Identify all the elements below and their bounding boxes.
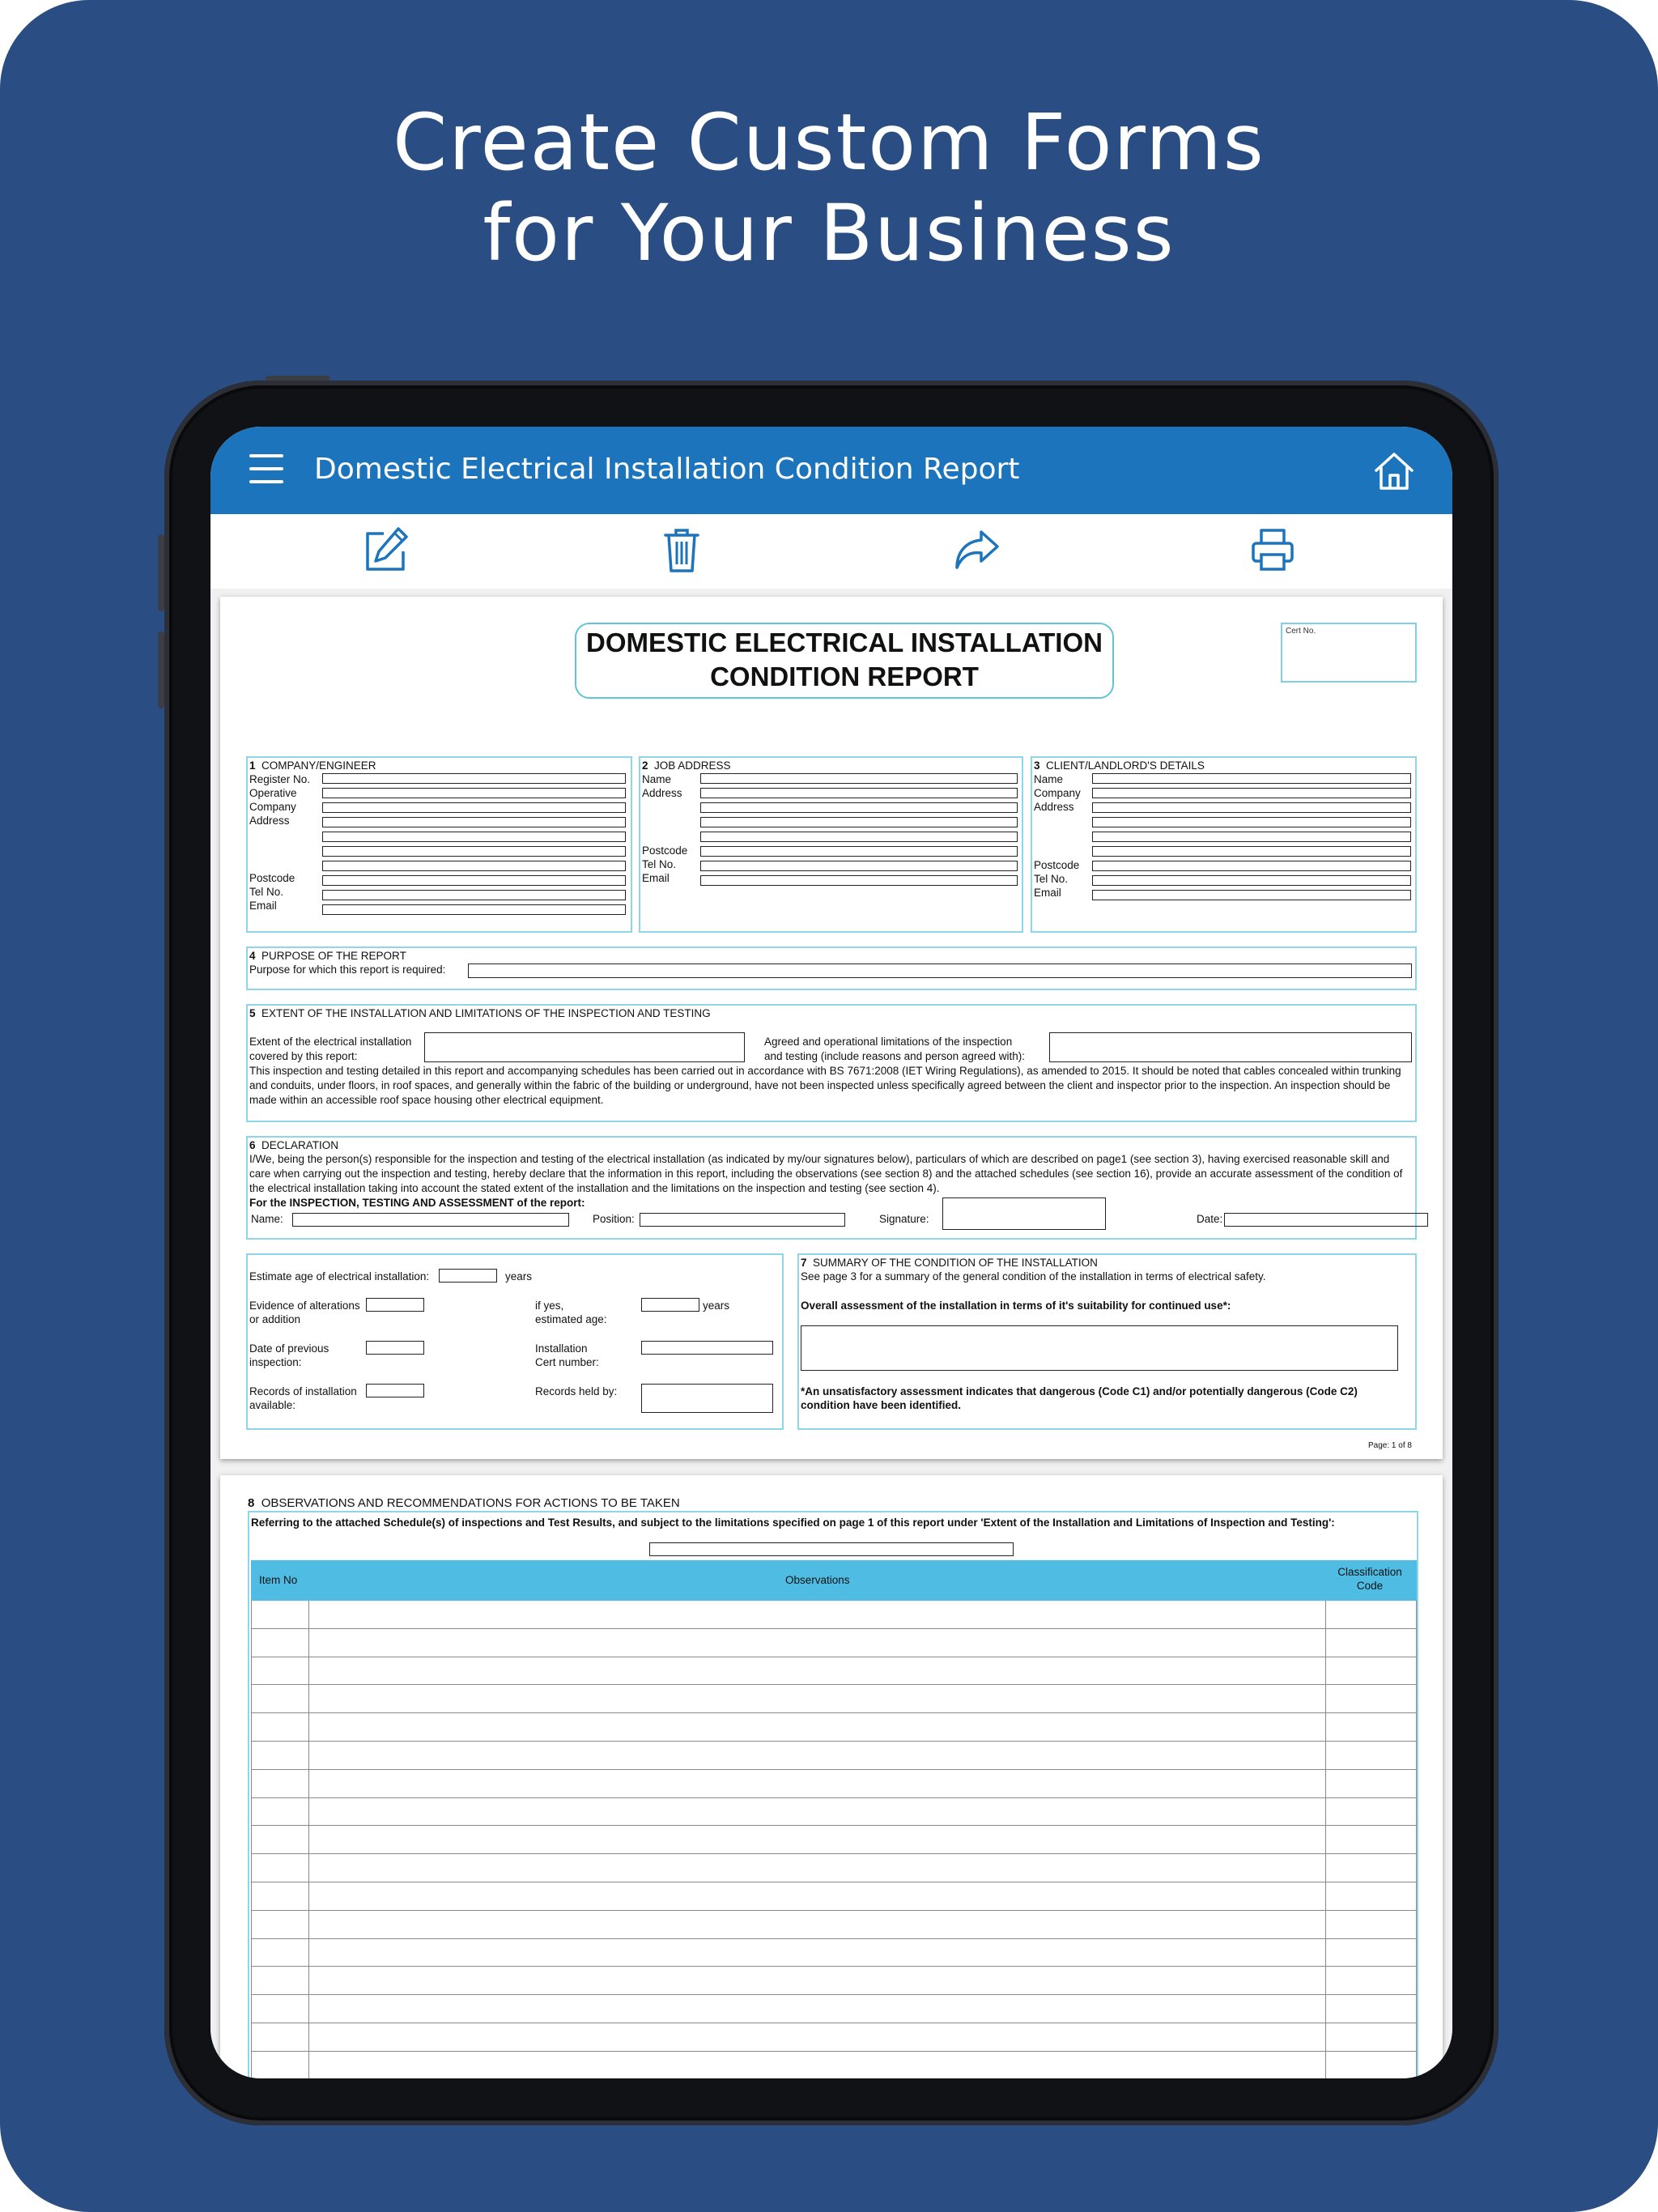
headline-line-1: Create Custom Forms: [393, 97, 1265, 188]
page-number: Page: 1 of 8: [1368, 1441, 1412, 1450]
signature-field[interactable]: [942, 1197, 1106, 1230]
document-viewer[interactable]: [210, 589, 1452, 2078]
app-bar: [210, 427, 1452, 514]
table-row[interactable]: [251, 1882, 1417, 1911]
item-no-cell[interactable]: [251, 1798, 309, 1826]
table-row[interactable]: [251, 1826, 1417, 1854]
job-email-field[interactable]: [700, 875, 1018, 886]
classification-code-cell[interactable]: [1325, 1911, 1417, 1938]
section-extent: 5 EXTENT OF THE INSTALLATION AND LIMITATIONS OF THE INSPECTION AND TESTING Extent of the electrical installation covered by this report: Agreed and operational limitations of the inspection and testing (include reasons and person agreed with): This inspection and testing detailed in this report and accompanying schedules has been carried out in accordance with BS 7671:2008 (IET Wiring Regulations), as amended to 2015. It should be noted that cables concealed within trunking and conduits, under floors, in roof spaces, and generally within the fabric of the building or underground, have not been inspected unless specifically agreed between the client and inspector prior to the inspection. An inspection should be made within an accessible roof space housing other electrical equipment.: [246, 1004, 1417, 1122]
job-name-field[interactable]: [700, 773, 1018, 784]
job-tel-field[interactable]: [700, 861, 1018, 871]
estimated-age-field[interactable]: [439, 1269, 497, 1283]
item-no-cell[interactable]: [251, 1911, 309, 1938]
section-purpose: 4 PURPOSE OF THE REPORT Purpose for which this report is required:: [246, 946, 1417, 990]
trash-icon[interactable]: [656, 524, 708, 576]
client-address-field[interactable]: [1092, 846, 1411, 857]
item-no-cell[interactable]: [251, 1713, 309, 1741]
classification-code-cell[interactable]: [1325, 1995, 1417, 2023]
item-no-cell[interactable]: [251, 1742, 309, 1769]
declaration-date-field[interactable]: [1224, 1213, 1428, 1227]
classification-code-cell[interactable]: [1325, 2023, 1417, 2051]
previous-inspection-field[interactable]: [366, 1341, 424, 1355]
table-row[interactable]: [251, 1911, 1417, 1939]
email-field[interactable]: [322, 904, 626, 915]
classification-code-cell[interactable]: [1325, 1967, 1417, 1994]
client-company-field[interactable]: [1092, 788, 1411, 798]
item-no-cell[interactable]: [251, 1882, 309, 1910]
table-row[interactable]: [251, 1601, 1417, 1629]
records-available-field[interactable]: [366, 1384, 424, 1397]
address-field[interactable]: [322, 817, 626, 827]
form-page-1: [220, 597, 1443, 1459]
item-no-cell[interactable]: [251, 1629, 309, 1657]
table-row[interactable]: [251, 2052, 1417, 2078]
col-classification-code: Classification Code: [1337, 1566, 1402, 1592]
section-summary: 7 SUMMARY OF THE CONDITION OF THE INSTALLATION See page 3 for a summary of the general condition of the installation in terms of electrical safety. Overall assessment of the installation in terms of it's suitability for continued use*: *An unsatisfactory assessment indicates that dangerous (Code C1) and/or potentially dangerous (Code C2) condition have been identified.: [797, 1253, 1417, 1430]
item-no-cell[interactable]: [251, 1657, 309, 1685]
operative-field[interactable]: [322, 788, 626, 798]
table-row[interactable]: [251, 1770, 1417, 1798]
item-no-cell[interactable]: [251, 1854, 309, 1882]
section-client-details: 3 CLIENT/LANDLORD'S DETAILS Name Company Address Postcode Tel No. Email: [1031, 756, 1417, 933]
address-field[interactable]: [322, 861, 626, 871]
classification-code-cell[interactable]: [1325, 1770, 1417, 1797]
observations-table-header: [251, 1560, 1417, 1601]
client-name-field[interactable]: [1092, 773, 1411, 784]
classification-code-cell[interactable]: [1325, 1742, 1417, 1769]
classification-code-cell[interactable]: [1325, 1629, 1417, 1657]
records-held-field[interactable]: [641, 1384, 773, 1413]
client-address-field[interactable]: [1092, 832, 1411, 842]
job-address-field[interactable]: [700, 788, 1018, 798]
extent-field[interactable]: [424, 1032, 745, 1062]
client-address-field[interactable]: [1092, 802, 1411, 813]
classification-code-cell[interactable]: [1325, 1657, 1417, 1685]
volume-down-button: [158, 632, 164, 708]
table-row[interactable]: [251, 1854, 1417, 1882]
job-address-field[interactable]: [700, 832, 1018, 842]
table-row[interactable]: [251, 1798, 1417, 1827]
address-field[interactable]: [322, 846, 626, 857]
observations-table[interactable]: [251, 1601, 1417, 2078]
register-no-field[interactable]: [322, 773, 626, 784]
section-company-engineer: 1 COMPANY/ENGINEER Register No. Operative Company Address Postcode Tel No. Email: [246, 756, 632, 933]
company-field[interactable]: [322, 802, 626, 813]
col-observations: Observations: [785, 1574, 850, 1586]
item-no-cell[interactable]: [251, 1601, 309, 1628]
section-8-title: 8 OBSERVATIONS AND RECOMMENDATIONS FOR ACTIONS TO BE TAKEN: [248, 1496, 680, 1510]
alterations-age-field[interactable]: [641, 1298, 699, 1312]
table-row[interactable]: [251, 1742, 1417, 1770]
client-postcode-field[interactable]: [1092, 861, 1411, 871]
item-no-cell[interactable]: [251, 1995, 309, 2023]
share-icon[interactable]: [950, 524, 1002, 576]
classification-code-cell[interactable]: [1325, 1601, 1417, 1628]
alterations-field[interactable]: [366, 1298, 424, 1312]
edit-icon[interactable]: [359, 524, 411, 576]
declaration-name-field[interactable]: [292, 1213, 569, 1227]
app-title: Domestic Electrical Installation Condition Report: [314, 453, 1020, 486]
item-no-cell[interactable]: [251, 2023, 309, 2051]
client-address-field[interactable]: [1092, 817, 1411, 827]
item-no-cell[interactable]: [251, 2052, 309, 2078]
item-no-cell[interactable]: [251, 1967, 309, 1994]
headline-line-2: for Your Business: [483, 188, 1175, 279]
col-item-no: Item No: [259, 1574, 298, 1586]
classification-code-cell[interactable]: [1325, 1882, 1417, 1910]
limitations-field[interactable]: [1049, 1032, 1412, 1062]
table-row[interactable]: [251, 1939, 1417, 1967]
home-icon[interactable]: [1371, 448, 1417, 493]
cert-no-field[interactable]: Cert No.: [1281, 623, 1417, 683]
address-field[interactable]: [322, 832, 626, 842]
classification-code-cell[interactable]: [1325, 2052, 1417, 2078]
classification-code-cell[interactable]: [1325, 1939, 1417, 1967]
purpose-field[interactable]: [468, 963, 1412, 978]
toolbar: [210, 514, 1452, 589]
form-title: DOMESTIC ELECTRICAL INSTALLATION CONDITION REPORT: [575, 623, 1114, 699]
installation-cert-field[interactable]: [641, 1341, 773, 1355]
job-address-field[interactable]: [700, 802, 1018, 813]
client-tel-field[interactable]: [1092, 875, 1411, 886]
client-email-field[interactable]: [1092, 890, 1411, 900]
table-row[interactable]: [251, 1685, 1417, 1713]
tablet-screen: [210, 427, 1452, 2078]
hamburger-menu-icon[interactable]: [249, 454, 283, 487]
tel-field[interactable]: [322, 890, 626, 900]
table-row[interactable]: [251, 1657, 1417, 1686]
top-button: [266, 376, 330, 381]
section-declaration: 6 DECLARATION I/We, being the person(s) responsible for the inspection and testing of the electrical installation (as indicated by my/our signatures below), particulars of which are described on page1 (see section 3), having exercised reasonable skill and care when carrying out the inspection and testing, hereby declare that the information in this report, including the observations (see section 8) and the attached schedules (see section 16), provide an accurate assessment of the condition of the electrical installation taking into account the stated extent of the installation and the limitations on the inspection and testing (see section 4). For the INSPECTION, TESTING AND ASSESSMENT of the report: Name: Position: Signature: Date:: [246, 1136, 1417, 1240]
form-page-2: [220, 1475, 1443, 2078]
section-observations: Referring to the attached Schedule(s) of inspections and Test Results, and subject to the limitations specified on page 1 of this report under 'Extent of the Installation and Limitations of Inspection and Testing':: [248, 1511, 1418, 2078]
table-row[interactable]: [251, 1713, 1417, 1742]
classification-code-cell[interactable]: [1325, 1685, 1417, 1712]
classification-code-cell[interactable]: [1325, 1826, 1417, 1853]
section-job-address: 2 JOB ADDRESS Name Address Postcode Tel No. Email: [639, 756, 1023, 933]
classification-code-cell[interactable]: [1325, 1854, 1417, 1882]
table-row[interactable]: [251, 2023, 1417, 2052]
table-row[interactable]: [251, 1967, 1417, 1995]
item-no-cell[interactable]: [251, 1939, 309, 1967]
table-row[interactable]: [251, 1629, 1417, 1657]
schedule-ref-field[interactable]: [649, 1542, 1014, 1556]
section-installation-age: Estimate age of electrical installation: years Evidence of alterations or addition if yes, estimated age: years Date of previous inspection: Installation Cert number: Records of installation available: Records held by:: [246, 1253, 784, 1430]
classification-code-cell[interactable]: [1325, 1798, 1417, 1826]
postcode-field[interactable]: [322, 875, 626, 886]
item-no-cell[interactable]: [251, 1770, 309, 1797]
job-postcode-field[interactable]: [700, 846, 1018, 857]
overall-assessment-field[interactable]: [801, 1325, 1398, 1371]
tablet-frame: [164, 381, 1499, 2125]
declaration-position-field[interactable]: [640, 1213, 845, 1227]
table-row[interactable]: [251, 1995, 1417, 2023]
print-icon[interactable]: [1247, 524, 1299, 576]
classification-code-cell[interactable]: [1325, 1713, 1417, 1741]
job-address-field[interactable]: [700, 817, 1018, 827]
item-no-cell[interactable]: [251, 1685, 309, 1712]
item-no-cell[interactable]: [251, 1826, 309, 1853]
volume-up-button: [158, 534, 164, 611]
